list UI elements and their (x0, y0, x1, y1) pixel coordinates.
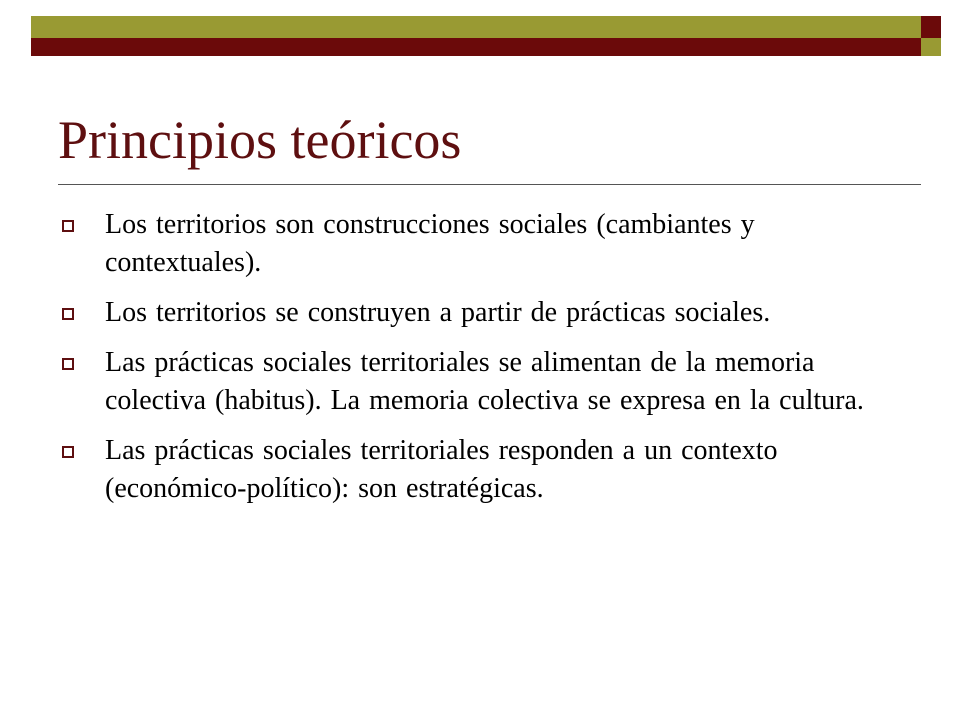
bullet-item (62, 432, 902, 508)
bullet-text: Las prácticas sociales territoriales responden a un contexto (económico-político): son estratégicas. (105, 435, 778, 504)
bullet-text: Las prácticas sociales territoriales se alimentan de la memoria colectiva (habitus). La memoria colectiva se expresa en la cultura. (105, 347, 864, 416)
slide-title: Principios teóricos (58, 110, 462, 170)
header-corner-olive (921, 38, 941, 56)
bullet-list (62, 206, 902, 520)
bullet-item (62, 344, 902, 420)
bullet-item (62, 294, 902, 332)
bullet-text: Los territorios son construcciones sociales (cambiantes y contextuales). (105, 209, 755, 278)
bullet-item (62, 206, 902, 282)
title-divider (58, 184, 921, 185)
bullet-text: Los territorios se construyen a partir de prácticas sociales. (105, 297, 771, 328)
hollow-square-bullet-icon (62, 446, 74, 458)
hollow-square-bullet-icon (62, 358, 74, 370)
hollow-square-bullet-icon (62, 220, 74, 232)
header-band-olive (31, 16, 921, 38)
header-band-maroon (31, 38, 921, 56)
hollow-square-bullet-icon (62, 308, 74, 320)
header-corner-maroon (921, 16, 941, 38)
